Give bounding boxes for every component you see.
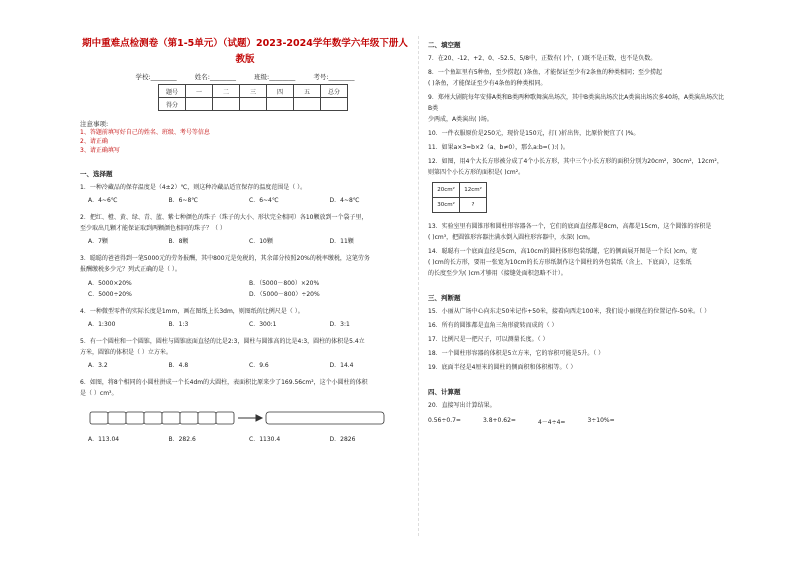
score-table-header-row xyxy=(159,85,348,98)
option-d[interactable]: D．2826 xyxy=(329,436,356,443)
option-b[interactable]: B．（5000－800）×20% xyxy=(249,280,320,287)
question-2-line2: 至少取出几颗才能保证取到两颗颜色相同的珠子？（ ） xyxy=(80,225,226,232)
cylinders-figure xyxy=(88,409,388,427)
option-c[interactable]: C．5000÷20% xyxy=(88,291,132,298)
notice-item: 2、请正确 xyxy=(80,138,108,145)
option-a[interactable]: A．4~6℃ xyxy=(88,197,118,204)
option-a[interactable]: A．7颗 xyxy=(88,238,108,245)
question-18: 18．一个圆柱形容器的体积是5立方米，它的容积可能是5升。（ ） xyxy=(428,350,605,357)
section-calc-heading: 四、计算题 xyxy=(428,388,461,396)
score-header-cell: 题号 xyxy=(159,85,186,98)
question-20: 20．直接写出计算结果。 xyxy=(428,402,496,409)
option-d[interactable]: D．11颗 xyxy=(329,238,354,245)
option-a[interactable]: A．1:300 xyxy=(88,321,116,328)
name-field[interactable]: 姓名:________ xyxy=(194,73,236,81)
small-cylinders-row xyxy=(90,412,234,424)
exam-no-field[interactable]: 考号:________ xyxy=(313,73,355,81)
calc-item: 3.8+0.62= xyxy=(482,417,516,424)
question-15: 15．小丽从广场中心向东走50米记作+50米，接着向西走100米，我们说小丽现在的位置记作-50米。（ ） xyxy=(428,308,711,315)
rectangle-area-grid xyxy=(432,182,487,213)
notice-item: 3、请正确填写 xyxy=(80,147,120,154)
question-19: 19．底面半径是4厘米的圆柱的侧面积和体积相等。（ ） xyxy=(428,364,577,371)
question-13-line1: 13．实验室里有圆锥形和圆柱形容器各一个，它们的底面直径都是8cm，高都是15cm，这个圆锥的容积是 xyxy=(428,223,712,230)
right-column xyxy=(428,36,728,426)
score-header-cell: 总分 xyxy=(321,85,348,98)
score-header-cell: 三 xyxy=(240,85,267,98)
question-5-options xyxy=(88,361,410,371)
question-12-line2: 则第四个小长方形的面积是( )cm²。 xyxy=(428,169,525,176)
score-cell[interactable] xyxy=(186,98,213,111)
option-a[interactable]: A．5000×20% xyxy=(88,280,132,287)
left-column xyxy=(80,36,410,451)
large-cylinder xyxy=(266,412,384,424)
question-14-line3: 的长度至少为( )cm才够用（接缝处面积忽略不计）。 xyxy=(428,270,567,277)
score-cell[interactable] xyxy=(213,98,240,111)
notice-heading: 注意事项: xyxy=(80,120,109,128)
question-13 xyxy=(428,221,728,243)
option-b[interactable]: B．1:3 xyxy=(168,321,189,328)
score-header-cell: 四 xyxy=(267,85,294,98)
question-4-options xyxy=(88,320,410,330)
score-cell[interactable] xyxy=(294,98,321,111)
question-13-line2: ( )cm³，把圆锥形容器注满水倒入圆柱形容器中，水深( )cm。 xyxy=(428,234,594,241)
question-2-line1: 2．把红、橙、黄、绿、青、蓝、紫七种颜色的珠子（珠子的大小、形状完全相同）各10颗放到一个袋子里， xyxy=(80,214,368,221)
notice-item: 1、答题前填写好自己的姓名、班级、考号等信息 xyxy=(80,129,210,136)
question-3-line2: 报酬缴税多少元？列式正确的是（ ）。 xyxy=(80,266,181,273)
score-header-cell: 二 xyxy=(213,85,240,98)
exam-title-line1: 期中重难点检测卷（第1-5单元）（试题）2023-2024学年数学六年级下册人 xyxy=(82,38,408,49)
option-b[interactable]: B．6~8℃ xyxy=(168,197,199,204)
question-2-options xyxy=(88,237,410,247)
score-cell[interactable] xyxy=(240,98,267,111)
option-d[interactable]: D．14.4 xyxy=(329,362,354,369)
score-header-cell: 一 xyxy=(186,85,213,98)
question-5-line2: 方米，圆锥的体积是（ ）立方米。 xyxy=(80,349,172,356)
question-14-line2: ( )cm的长方形，要用一张宽为10cm的长方形纸制作这个圆柱的外包装纸（含上、下底面），这张纸 xyxy=(428,259,692,266)
option-c[interactable]: C．9.6 xyxy=(249,362,269,369)
option-a[interactable]: A．3.2 xyxy=(88,362,108,369)
question-6-line1: 6．如图，将8个相同的小圆柱拼成一个长4dm的大圆柱，表面积比原来少了169.56cm²，这个小圆柱的体积 xyxy=(80,379,368,386)
option-c[interactable]: C．1130.4 xyxy=(249,436,281,443)
question-6-line2: 是（ ）cm³。 xyxy=(80,390,118,397)
question-17: 17．比例尺是一把尺子，可以测量长度。（ ） xyxy=(428,336,549,343)
question-5 xyxy=(80,336,410,358)
question-6 xyxy=(80,377,410,399)
column-divider xyxy=(418,36,419,536)
question-8 xyxy=(428,67,728,89)
question-6-options xyxy=(88,435,410,445)
area-cell: 12cm² xyxy=(460,183,487,198)
question-10: 10．一件衣服原价是250元，现价是150元，打( )折出售，比原价便宜了( )%。 xyxy=(428,130,640,137)
option-c[interactable]: C．300:1 xyxy=(249,321,277,328)
question-9-line2: 少两成，A类演出( )场。 xyxy=(428,116,493,123)
score-header-cell: 五 xyxy=(294,85,321,98)
score-table-score-row xyxy=(159,98,348,111)
score-cell[interactable] xyxy=(321,98,348,111)
question-11: 11．如果a×3=b×2（a、b≠0），那么a:b=( ):( )。 xyxy=(428,144,569,151)
calc-row xyxy=(428,417,728,426)
score-label-cell: 得分 xyxy=(159,98,186,111)
option-b[interactable]: B．8颗 xyxy=(168,238,189,245)
question-16: 16．所有的圆锥都是直角三角形旋转而成的（ ） xyxy=(428,322,558,329)
option-d[interactable]: D．（5000－800）÷20% xyxy=(249,291,320,298)
score-table xyxy=(158,84,348,111)
question-7: 7．在20、-12、+2、0、-52.5、5/8中，正数有( )个，( )既不是正数，也不是负数。 xyxy=(428,55,657,62)
question-12 xyxy=(428,156,728,178)
school-field[interactable]: 学校:________ xyxy=(135,73,177,81)
cylinder-diagram xyxy=(88,409,410,427)
option-d[interactable]: D．4~8℃ xyxy=(329,197,360,204)
option-d[interactable]: D．3:1 xyxy=(329,321,350,328)
area-cell: 20cm² xyxy=(433,183,460,198)
calc-item: 0.56÷0.7= xyxy=(428,417,461,424)
section-fill-heading: 二、填空题 xyxy=(428,41,461,49)
option-c[interactable]: C．10颗 xyxy=(249,238,273,245)
class-field[interactable]: 班级:________ xyxy=(254,73,296,81)
question-4: 4．一种微型零件的实际长度是1mm，画在图纸上长3dm，则图纸的比例尺是（ ）。 xyxy=(80,308,304,315)
area-cell-unknown: ? xyxy=(460,198,487,213)
question-1-options xyxy=(88,196,410,206)
section-judge-heading: 三、判断题 xyxy=(428,294,461,302)
score-cell[interactable] xyxy=(267,98,294,111)
question-14 xyxy=(428,246,728,279)
question-8-line1: 8．一个鱼缸里有5种鱼，至少捞起( )条鱼，才能保证至少有2条鱼的种类相同；至少捞起 xyxy=(428,69,663,76)
question-1: 1．一种冷藏品的保存温度是（4±2）℃，则这种冷藏品适宜保存的温度范围是（ ）。 xyxy=(80,184,307,191)
question-8-line2: ( )条鱼，才能保证至少有4条鱼的种类相同。 xyxy=(428,80,547,87)
option-c[interactable]: C．6~4℃ xyxy=(249,197,279,204)
question-9 xyxy=(428,92,728,125)
option-b[interactable]: B．4.8 xyxy=(168,362,189,369)
calc-item: 4－4÷4= xyxy=(537,419,566,426)
area-cell: 30cm² xyxy=(433,198,460,213)
question-3-line1: 3．聪聪的爸爸得到一笔5000元的劳务报酬，其中800元是免税的，其余部分按照20%的税率缴税，这笔劳务 xyxy=(80,255,370,262)
arrow-icon xyxy=(238,415,262,421)
question-3-options xyxy=(88,278,410,300)
question-12-line1: 12．如图，用4个大长方形被分成了4个小长方形，其中三个小长方形的面积分别为20cm²，30cm²，12cm²， xyxy=(428,158,723,165)
question-5-line1: 5．有一个圆柱和一个圆锥，圆柱与圆锥底面直径的比是2:3，圆柱与圆锥高的比是4:3，圆柱的体积是5.4立 xyxy=(80,338,365,345)
question-9-line1: 9．郑州大剧院每年安排A类和B类两种歌舞演出场次，其中B类演出场次比A类演出场次多40场，A类演出场次比B类 xyxy=(428,94,725,112)
student-info xyxy=(80,72,410,81)
question-2 xyxy=(80,212,410,234)
option-a[interactable]: A．113.04 xyxy=(88,436,120,443)
question-14-line1: 14．聪聪有一个底面直径是5cm，高10cm的圆柱体形包装纸罐，它的侧面展开图是一个长( )cm，宽 xyxy=(428,248,698,255)
section-choice-heading: 一、选择题 xyxy=(80,170,113,178)
option-b[interactable]: B．282.6 xyxy=(168,436,196,443)
calc-item: 3÷10%= xyxy=(587,417,615,424)
exam-title-line2: 教版 xyxy=(235,54,255,65)
question-3 xyxy=(80,253,410,275)
